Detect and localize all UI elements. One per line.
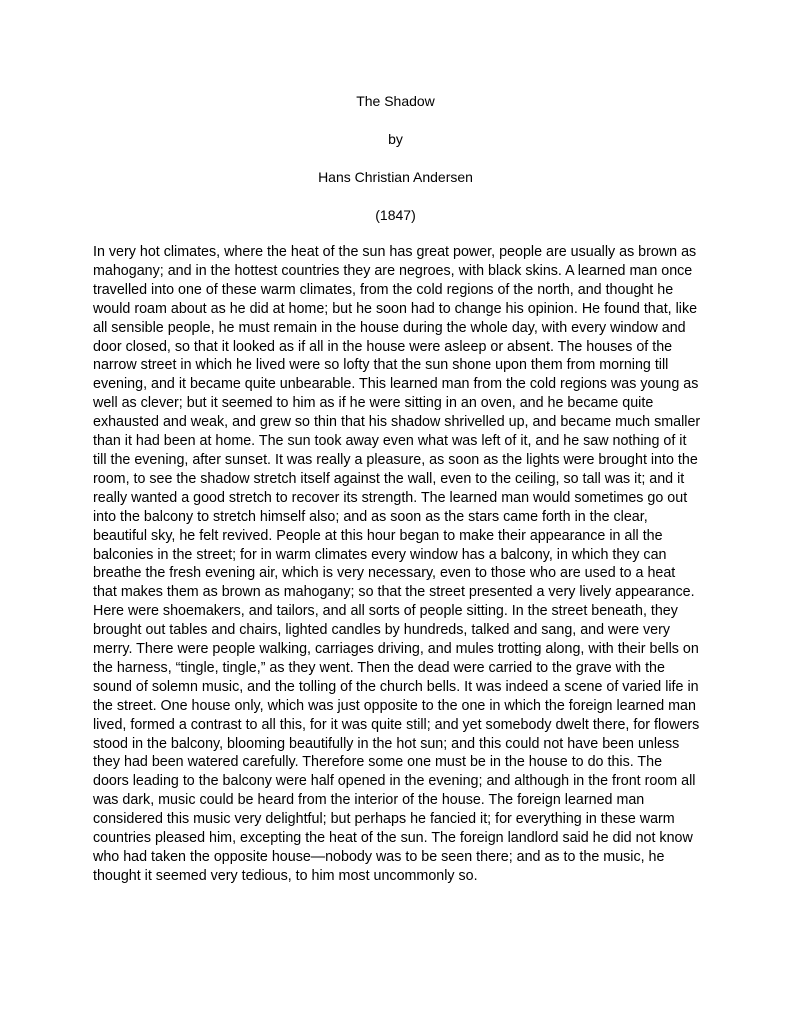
story-paragraph [93,243,708,886]
paragraph-line: all sensible people, he must remain in the house during the whole day, with every window and [93,319,686,336]
author-name: Hans Christian Andersen [318,169,473,185]
paragraph-line: sound of solemn music, and the tolling of the church bells. It was indeed a scene of varied life in [93,678,699,695]
paragraph-line: narrow street in which he lived were so lofty that the sun shone upon them from morning till [93,357,669,374]
document-title: The Shadow [356,93,435,109]
paragraph-line: door closed, so that it looked as if all in the house were asleep or absent. The houses of the [93,338,673,355]
paragraph-line: that makes them as brown as mahogany; so that the street presented a very lively appearance. [93,584,695,601]
paragraph-line: considered this music very delightful; but perhaps he fancied it; for everything in these warm [93,811,675,828]
byline: by [388,131,403,147]
paragraph-line: countries pleased him, excepting the heat of the sun. The foreign landlord said he did not know [93,830,693,847]
paragraph-line: breathe the fresh evening air, which is very necessary, even to those who are used to a heat [93,565,676,582]
paragraph-line: mahogany; and in the hottest countries they are negroes, with black skins. A learned man once [93,262,693,279]
paragraph-line: room, to see the shadow stretch itself against the wall, even to the ceiling, so tall was it; and it [93,470,685,487]
paragraph-line: lived, formed a contrast to all this, for it was quite still; and yet somebody dwelt there, for flowers [93,716,700,733]
paragraph-line: well as clever; but it seemed to him as if he were sitting in an oven, and he became quite [93,395,654,412]
paragraph-line: brought out tables and chairs, lighted candles by hundreds, talked and sang, and were very [93,622,671,639]
paragraph-line: than it had been at home. The sun took away even what was left of it, and he saw nothing of it [93,433,687,450]
paragraph-line: stood in the balcony, blooming beautifully in the hot sun; and this could not have been unless [93,735,680,752]
paragraph-line: Here were shoemakers, and tailors, and all sorts of people sitting. In the street beneath, they [93,603,678,620]
paragraph-line: the harness, “tingle, tingle,” as they went. Then the dead were carried to the grave with the [93,659,665,676]
paragraph-line: balconies in the street; for in warm climates every window has a balcony, in which they can [93,546,667,563]
paragraph-line: into the balcony to stretch himself also; and as soon as the stars came forth in the clear, [93,508,648,525]
paragraph-line: doors leading to the balcony were half opened in the evening; and although in the front room all [93,773,696,790]
paragraph-line: thought it seemed very tedious, to him most uncommonly so. [93,867,478,884]
paragraph-line: merry. There were people walking, carriages driving, and mules trotting along, with their bells on [93,641,699,658]
paragraph-line: evening, and it became quite unbearable. This learned man from the cold regions was young as [93,376,699,393]
paragraph-line: beautiful sky, he felt revived. People at this hour began to make their appearance in all the [93,527,663,544]
paragraph-line: In very hot climates, where the heat of the sun has great power, people are usually as brown as [93,244,697,260]
publication-year: (1847) [375,207,416,223]
paragraph-line: was dark, music could be heard from the interior of the house. The foreign learned man [93,792,645,809]
paragraph-line: travelled into one of these warm climates, from the cold regions of the north, and thought he [93,281,674,298]
paragraph-line: exhausted and weak, and grew so thin that his shadow shrivelled up, and became much smaller [93,414,701,431]
paragraph-line: really wanted a good stretch to recover its strength. The learned man would sometimes go out [93,489,688,506]
paragraph-line: they had been watered carefully. Therefore some one must be in the house to do this. The [93,754,663,771]
paragraph-line: who had taken the opposite house—nobody was to be seen there; and as to the music, he [93,849,665,865]
paragraph-line: till the evening, after sunset. It was really a pleasure, as soon as the lights were brought into the [93,451,698,468]
paragraph-line: the street. One house only, which was just opposite to the one in which the foreign learned man [93,697,696,714]
paragraph-line: would roam about as he did at home; but he soon had to change his opinion. He found that, like [93,300,698,317]
